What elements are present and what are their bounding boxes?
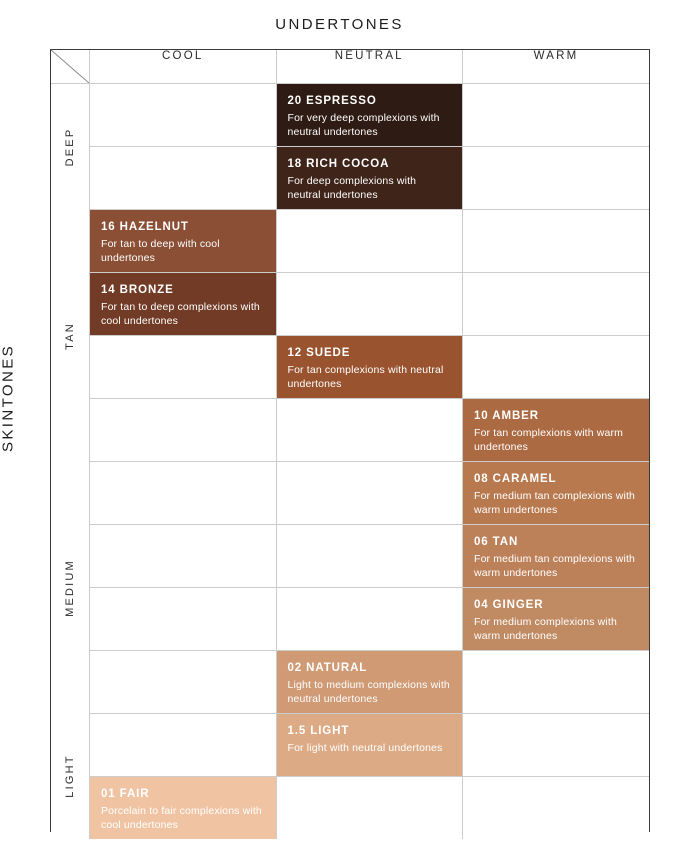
empty-swatch: [90, 399, 276, 461]
shade-swatch[interactable]: [90, 777, 276, 839]
empty-cell: [90, 336, 277, 399]
shade-description: Porcelain to fair complexions with cool undertones: [101, 804, 262, 831]
shade-swatch[interactable]: [463, 462, 649, 524]
shade-cell-01-fair[interactable]: [90, 777, 277, 840]
empty-swatch: [90, 714, 276, 776]
matrix-row: [51, 777, 649, 840]
shade-cell-16-hazelnut[interactable]: [90, 210, 277, 273]
shade-name: 20 ESPRESSO: [287, 95, 377, 107]
empty-cell: [276, 777, 463, 840]
empty-cell: [90, 525, 277, 588]
shade-cell-20-espresso[interactable]: [276, 84, 463, 147]
diagonal-line-icon: [51, 50, 89, 83]
empty-cell: [90, 588, 277, 651]
empty-cell: [463, 651, 650, 714]
shade-swatch[interactable]: [277, 714, 463, 776]
shade-cell-02-natural[interactable]: [276, 651, 463, 714]
empty-swatch: [463, 210, 649, 272]
empty-swatch: [277, 399, 463, 461]
matrix-row: [51, 462, 649, 525]
page-title-undertones: UNDERTONES: [275, 16, 404, 33]
shade-description: For medium complexions with warm undertones: [474, 615, 617, 642]
empty-swatch: [90, 462, 276, 524]
row-band-label-text: LIGHT: [64, 754, 76, 798]
shade-swatch[interactable]: [277, 651, 463, 713]
shade-cell-04-ginger[interactable]: [463, 588, 650, 651]
empty-swatch: [277, 588, 463, 650]
empty-cell: [276, 273, 463, 336]
empty-cell: [463, 714, 650, 777]
shade-description: Light to medium complexions with neutral undertones: [287, 678, 450, 705]
empty-swatch: [90, 525, 276, 587]
shade-name: 06 TAN: [474, 536, 519, 548]
empty-swatch: [90, 651, 276, 713]
shade-name: 14 BRONZE: [101, 284, 174, 296]
matrix-header-row: [51, 50, 649, 84]
empty-cell: [463, 777, 650, 840]
empty-swatch: [90, 336, 276, 398]
empty-cell: [276, 399, 463, 462]
column-header-warm: WARM: [463, 50, 650, 84]
matrix-row: [51, 210, 649, 273]
empty-swatch: [463, 84, 649, 146]
shade-cell-08-caramel[interactable]: [463, 462, 650, 525]
shade-description: For tan complexions with warm undertones: [474, 426, 624, 453]
shade-cell-14-bronze[interactable]: [90, 273, 277, 336]
shade-swatch[interactable]: [277, 84, 463, 146]
empty-swatch: [277, 462, 463, 524]
shade-description: For light with neutral undertones: [287, 741, 443, 754]
shade-name: 1.5 LIGHT: [287, 725, 350, 737]
empty-swatch: [277, 210, 463, 272]
shade-description: For very deep complexions with neutral undertones: [287, 111, 440, 138]
empty-swatch: [463, 336, 649, 398]
empty-cell: [276, 210, 463, 273]
shade-cell-10-amber[interactable]: [463, 399, 650, 462]
matrix-row: [51, 399, 649, 462]
shade-swatch[interactable]: [463, 399, 649, 461]
row-band-label-tan: [51, 210, 90, 462]
shade-name: 02 NATURAL: [287, 662, 368, 674]
empty-swatch: [277, 777, 463, 839]
shade-description: For deep complexions with neutral undertones: [287, 174, 417, 201]
row-band-label-text: TAN: [64, 321, 76, 350]
row-band-label-deep: [51, 84, 90, 210]
empty-swatch: [463, 273, 649, 335]
empty-swatch: [277, 525, 463, 587]
shade-swatch[interactable]: [277, 336, 463, 398]
empty-swatch: [277, 273, 463, 335]
row-band-label-text: MEDIUM: [64, 558, 76, 617]
page-title-skintones: SKINTONES: [0, 343, 17, 453]
shade-matrix-grid: [50, 49, 650, 832]
shade-cell-18-rich-cocoa[interactable]: [276, 147, 463, 210]
empty-cell: [276, 462, 463, 525]
shade-swatch[interactable]: [277, 147, 463, 209]
shade-name: 04 GINGER: [474, 599, 544, 611]
row-band-label-light: [51, 714, 90, 840]
shade-name: 12 SUEDE: [287, 347, 351, 359]
shade-name: 01 FAIR: [101, 788, 150, 800]
empty-swatch: [463, 777, 649, 839]
shade-name: 08 CARAMEL: [474, 473, 557, 485]
empty-cell: [90, 84, 277, 147]
matrix-row: [51, 714, 649, 777]
empty-cell: [463, 84, 650, 147]
empty-cell: [90, 714, 277, 777]
shade-description: For tan to deep with cool undertones: [101, 237, 220, 264]
shade-swatch[interactable]: [90, 210, 276, 272]
shade-swatch[interactable]: [463, 588, 649, 650]
empty-swatch: [90, 147, 276, 209]
shade-description: For tan to deep complexions with cool undertones: [101, 300, 260, 327]
empty-cell: [463, 147, 650, 210]
row-band-label-medium: [51, 462, 90, 714]
shade-cell-1-5-light[interactable]: [276, 714, 463, 777]
empty-swatch: [463, 147, 649, 209]
shade-description: For tan complexions with neutral undertones: [287, 363, 444, 390]
column-header-neutral: NEUTRAL: [276, 50, 463, 84]
shade-matrix-table: [51, 50, 649, 839]
shade-name: 18 RICH COCOA: [287, 158, 390, 170]
empty-cell: [90, 147, 277, 210]
empty-swatch: [463, 714, 649, 776]
shade-name: 10 AMBER: [474, 410, 539, 422]
empty-cell: [276, 525, 463, 588]
empty-cell: [276, 588, 463, 651]
matrix-row: [51, 147, 649, 210]
shade-swatch[interactable]: [463, 525, 649, 587]
empty-cell: [90, 651, 277, 714]
shade-name: 16 HAZELNUT: [101, 221, 189, 233]
matrix-row: [51, 588, 649, 651]
row-band-label-text: DEEP: [64, 127, 76, 167]
empty-cell: [463, 336, 650, 399]
empty-cell: [463, 210, 650, 273]
matrix-row: [51, 336, 649, 399]
shade-description: For medium tan complexions with warm undertones: [474, 489, 636, 516]
empty-swatch: [463, 651, 649, 713]
empty-swatch: [90, 84, 276, 146]
empty-cell: [463, 273, 650, 336]
matrix-row: [51, 273, 649, 336]
matrix-row: [51, 84, 649, 147]
shade-swatch[interactable]: [90, 273, 276, 335]
shade-description: For medium tan complexions with warm undertones: [474, 552, 636, 579]
column-header-cool: COOL: [90, 50, 277, 84]
empty-swatch: [90, 588, 276, 650]
shade-cell-12-suede[interactable]: [276, 336, 463, 399]
matrix-corner-cell: [51, 50, 90, 84]
matrix-row: [51, 525, 649, 588]
matrix-row: [51, 651, 649, 714]
empty-cell: [90, 399, 277, 462]
empty-cell: [90, 462, 277, 525]
shade-cell-06-tan[interactable]: [463, 525, 650, 588]
